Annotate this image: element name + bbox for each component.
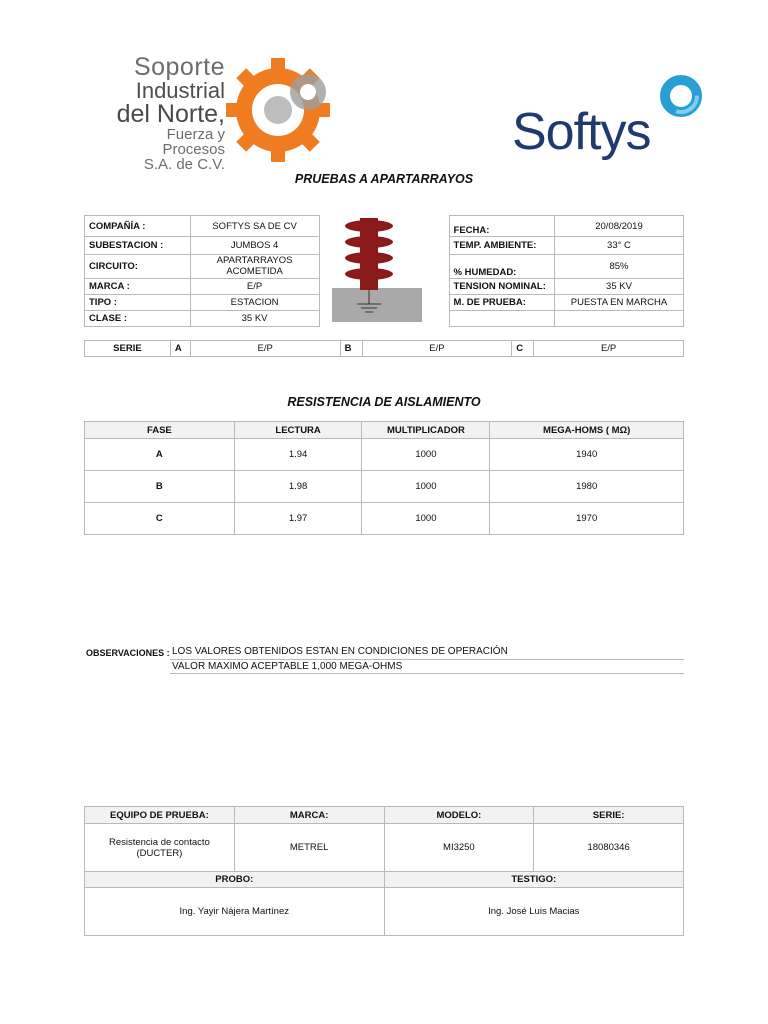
logo-line-5: S.A. de C.V. bbox=[143, 156, 225, 173]
label-tipo: TIPO : bbox=[85, 294, 191, 310]
cell-megaohms: 1970 bbox=[490, 503, 684, 535]
surge-arrester-icon bbox=[320, 216, 449, 324]
logo-line-3: del Norte, bbox=[116, 100, 225, 128]
label-tension: TENSION NOMINAL: bbox=[449, 278, 554, 294]
observaciones-line-1: LOS VALORES OBTENIDOS ESTAN EN CONDICIONES DE OPERACIÓN bbox=[172, 646, 508, 657]
logo-line-4: Fuerza y Procesos bbox=[162, 126, 225, 158]
header-testigo: TESTIGO: bbox=[384, 872, 683, 888]
logo-line-1: Soporte bbox=[133, 53, 225, 81]
empty-value-cell bbox=[554, 310, 683, 326]
header-fase: FASE bbox=[85, 422, 235, 439]
serie-value-a: E/P bbox=[190, 341, 340, 357]
value-subestacion: JUMBOS 4 bbox=[190, 237, 319, 255]
observaciones-label: OBSERVACIONES : bbox=[86, 648, 170, 658]
serie-phase-b: B bbox=[340, 341, 362, 357]
header-lectura: LECTURA bbox=[234, 422, 362, 439]
cell-fase: A bbox=[85, 439, 235, 471]
label-humedad: % HUMEDAD: bbox=[449, 255, 554, 278]
cell-lectura: 1.98 bbox=[234, 471, 362, 503]
serie-value-c: E/P bbox=[534, 341, 684, 357]
value-circuito: APARTARRAYOS ACOMETIDA bbox=[190, 255, 319, 278]
label-compania: COMPAÑÍA : bbox=[85, 216, 191, 237]
header-serie: SERIE: bbox=[534, 807, 684, 824]
logo-line-2: Industrial bbox=[135, 78, 225, 103]
label-circuito: CIRCUITO: bbox=[85, 255, 191, 278]
value-m-prueba: PUESTA EN MARCHA bbox=[554, 294, 683, 310]
header-multiplicador: MULTIPLICADOR bbox=[362, 422, 490, 439]
value-tension: 35 KV bbox=[554, 278, 683, 294]
cell-multiplicador: 1000 bbox=[362, 503, 490, 535]
value-serie: 18080346 bbox=[534, 824, 684, 872]
label-clase: CLASE : bbox=[85, 310, 191, 326]
value-marca-equipo: METREL bbox=[234, 824, 384, 872]
label-subestacion: SUBESTACION : bbox=[85, 237, 191, 255]
value-compania: SOFTYS SA DE CV bbox=[190, 216, 319, 237]
cell-fase: C bbox=[85, 503, 235, 535]
header-modelo: MODELO: bbox=[384, 807, 534, 824]
arrester-picture-cell bbox=[319, 216, 449, 327]
logo-soporte-industrial bbox=[105, 53, 355, 173]
header-equipo: EQUIPO DE PRUEBA: bbox=[85, 807, 235, 824]
table-row bbox=[85, 439, 684, 471]
serie-value-b: E/P bbox=[362, 341, 512, 357]
resistance-table bbox=[84, 421, 684, 535]
value-temp: 33° C bbox=[554, 237, 683, 255]
value-testigo: Ing. José Luis Macias bbox=[384, 888, 683, 936]
cell-megaohms: 1980 bbox=[490, 471, 684, 503]
cell-lectura: 1.94 bbox=[234, 439, 362, 471]
label-m-prueba: M. DE PRUEBA: bbox=[449, 294, 554, 310]
table-row bbox=[85, 503, 684, 535]
info-table bbox=[84, 215, 684, 327]
cell-megaohms: 1940 bbox=[490, 439, 684, 471]
resistance-title: RESISTENCIA DE AISLAMIENTO bbox=[287, 395, 481, 409]
label-marca: MARCA : bbox=[85, 278, 191, 294]
cell-lectura: 1.97 bbox=[234, 503, 362, 535]
value-clase: 35 KV bbox=[190, 310, 319, 326]
value-tipo: ESTACION bbox=[190, 294, 319, 310]
value-probo: Ing. Yayir Nájera Martínez bbox=[85, 888, 385, 936]
softys-wordmark: Softys bbox=[512, 103, 651, 161]
label-fecha: FECHA: bbox=[449, 216, 554, 237]
value-fecha: 20/08/2019 bbox=[554, 216, 683, 237]
serie-phase-c: C bbox=[512, 341, 534, 357]
label-temp: TEMP. AMBIENTE: bbox=[449, 237, 554, 255]
header-probo: PROBO: bbox=[85, 872, 385, 888]
serie-table bbox=[84, 340, 684, 357]
equipment-table bbox=[84, 806, 684, 936]
observaciones-rule-2 bbox=[170, 673, 684, 674]
logo-text-block bbox=[105, 55, 225, 172]
serie-phase-a: A bbox=[170, 341, 190, 357]
page-title: PRUEBAS A APARTARRAYOS bbox=[294, 172, 474, 186]
value-equipo: Resistencia de contacto (DUCTER) bbox=[85, 824, 235, 872]
cell-multiplicador: 1000 bbox=[362, 471, 490, 503]
cell-fase: B bbox=[85, 471, 235, 503]
value-modelo: MI3250 bbox=[384, 824, 534, 872]
gear-logo-icon bbox=[223, 58, 343, 163]
value-humedad: 85% bbox=[554, 255, 683, 278]
logo-softys bbox=[510, 72, 710, 164]
observaciones-line-2: VALOR MAXIMO ACEPTABLE 1,000 MEGA-OHMS bbox=[172, 661, 403, 672]
cell-multiplicador: 1000 bbox=[362, 439, 490, 471]
table-row bbox=[85, 471, 684, 503]
value-marca: E/P bbox=[190, 278, 319, 294]
observaciones-rule-1 bbox=[170, 659, 684, 660]
serie-label: SERIE bbox=[85, 341, 171, 357]
softys-ring-icon bbox=[658, 74, 704, 118]
header-marca: MARCA: bbox=[234, 807, 384, 824]
empty-label-cell bbox=[449, 310, 554, 326]
header-megaohms: MEGA-HOMS ( MΩ) bbox=[490, 422, 684, 439]
